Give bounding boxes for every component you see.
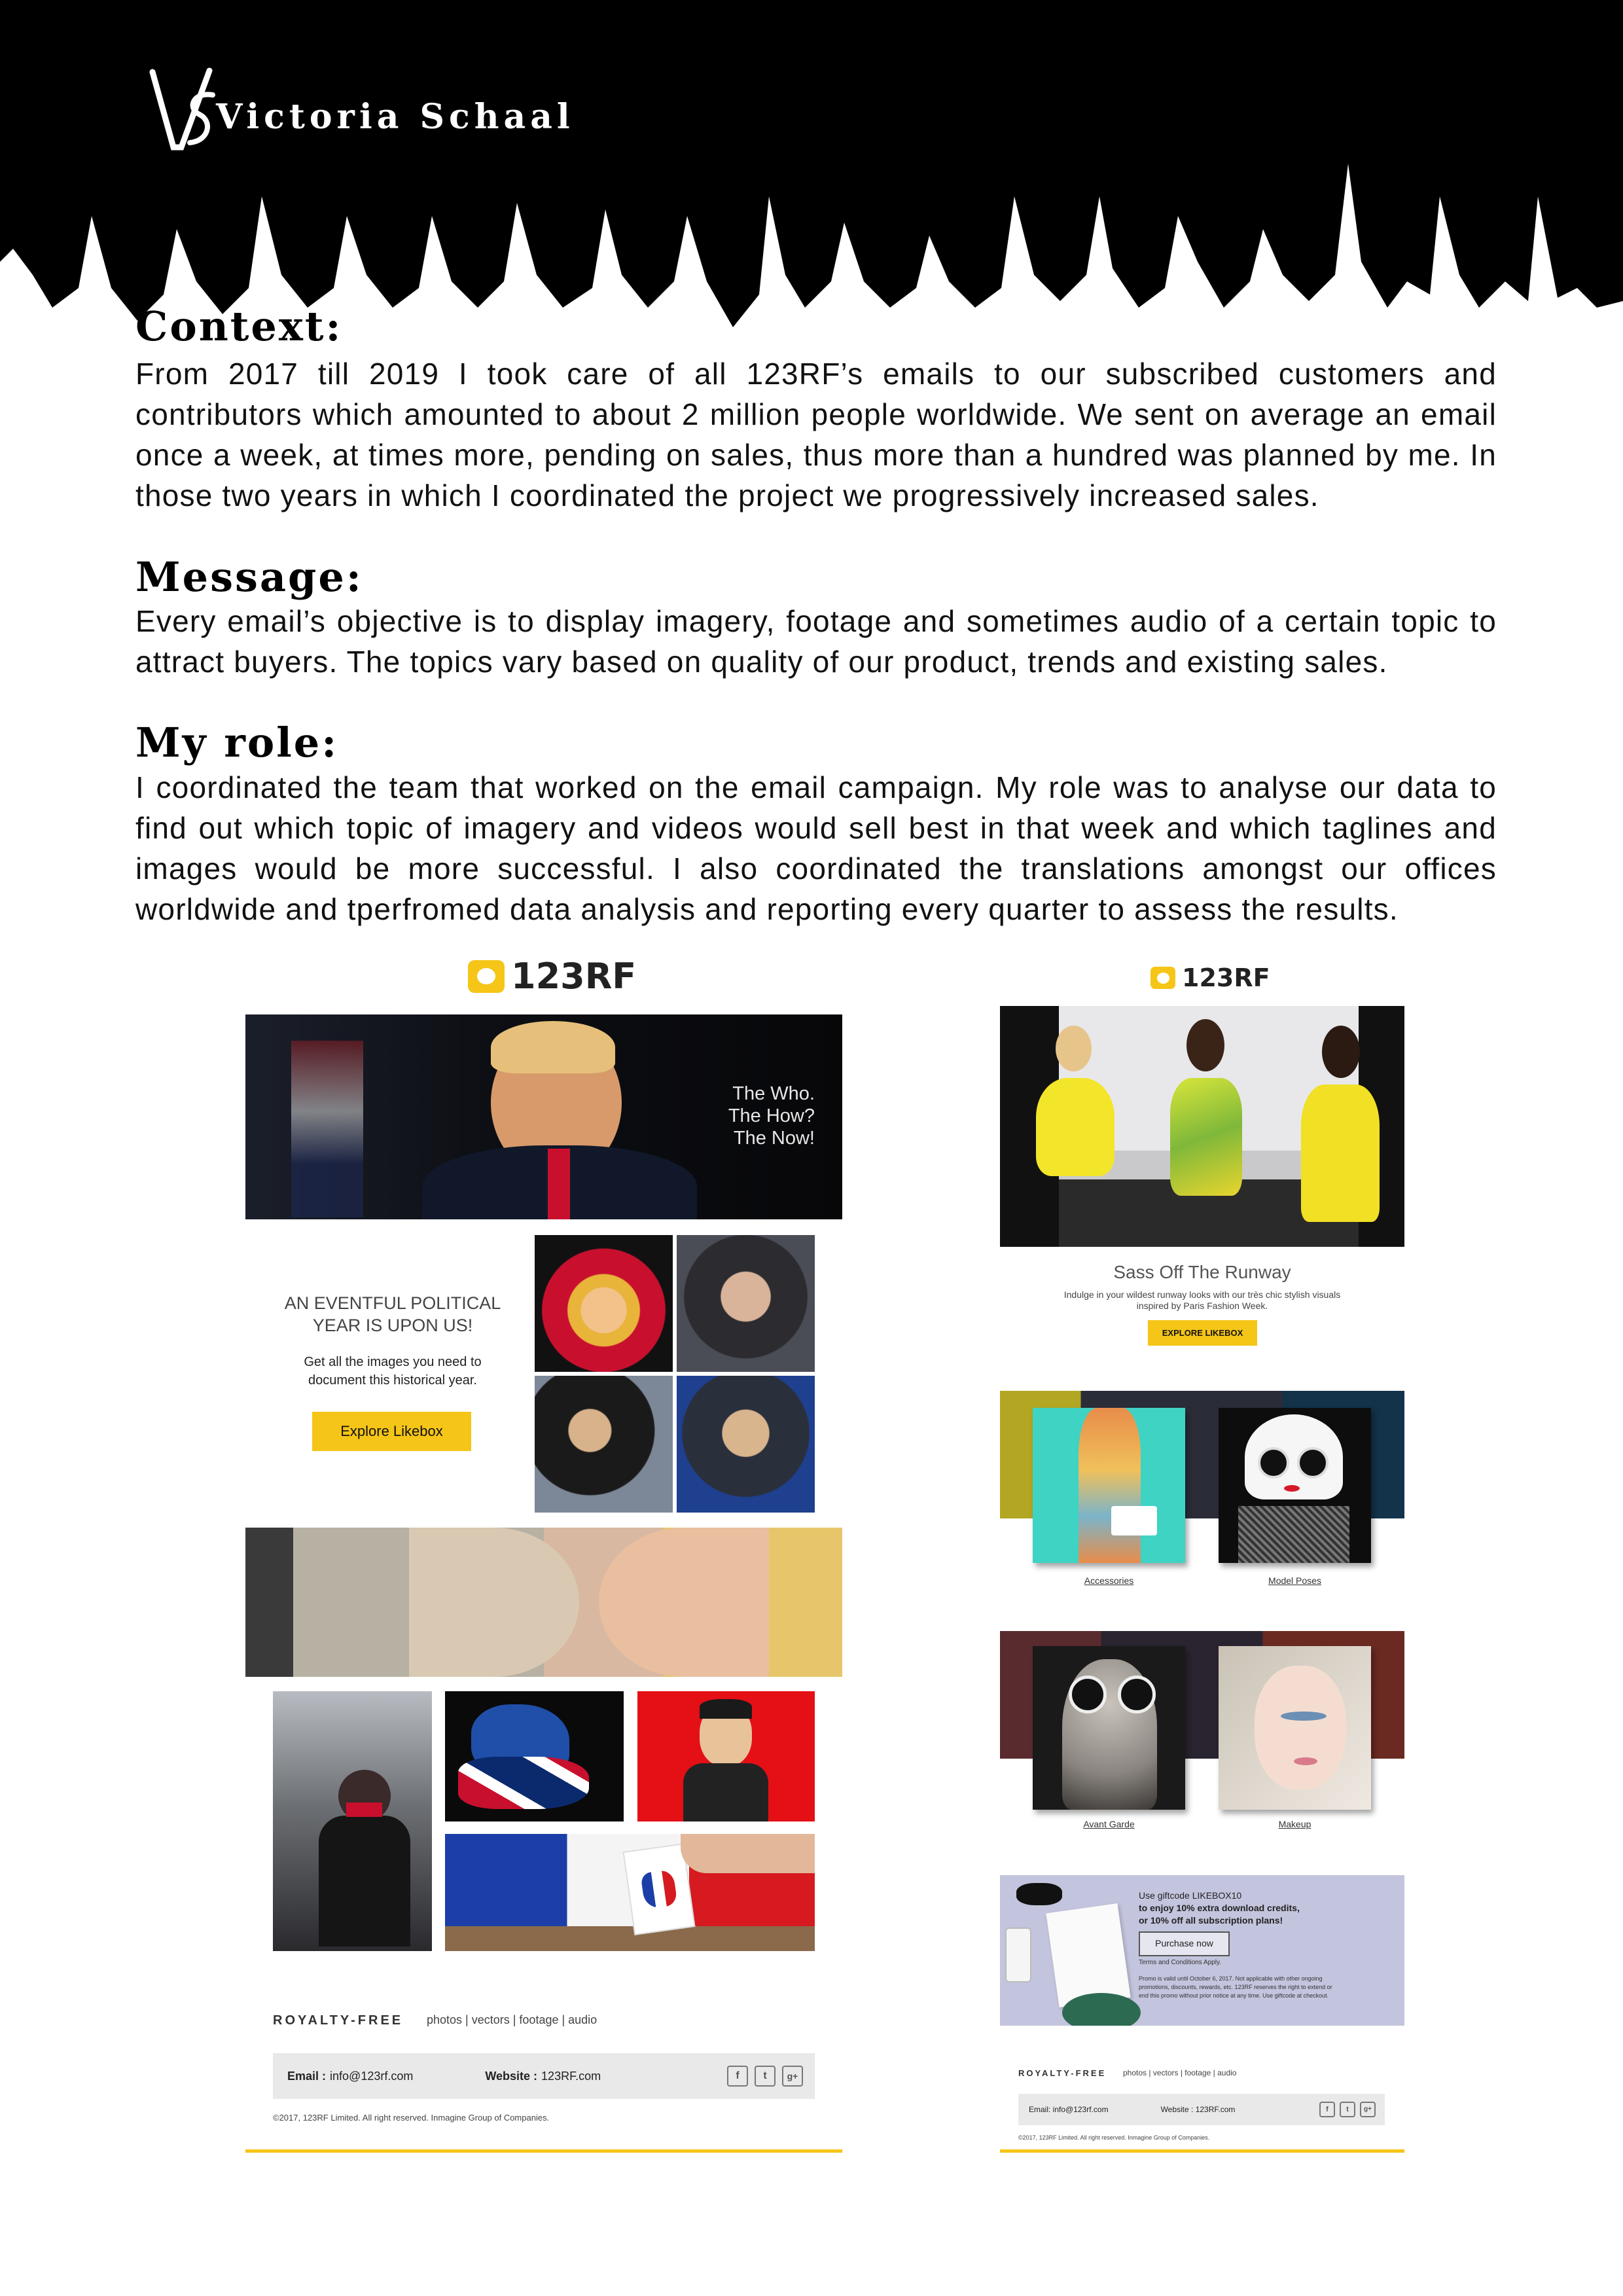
mural-face-left (409, 1528, 579, 1677)
red-lips (1284, 1485, 1300, 1492)
protester-mask (346, 1803, 382, 1817)
model-1-head (1056, 1026, 1092, 1071)
right-media-types: photos | vectors | footage | audio (1123, 2068, 1237, 2077)
phone-prop (1005, 1928, 1031, 1982)
runway-subtitle-line-2: inspired by Paris Fashion Week. (1136, 1300, 1268, 1311)
accessories-image[interactable] (1033, 1408, 1185, 1563)
right-email-brand-logo (1150, 963, 1270, 992)
right-brand-text: 123RF (1182, 963, 1270, 992)
runway-hero-image (1000, 1006, 1404, 1247)
caption-model-poses[interactable]: Model Poses (1268, 1575, 1321, 1586)
leader-photo-3 (535, 1376, 673, 1513)
left-royalty-free-label: ROYALTY-FREE (273, 2013, 404, 2028)
left-footer-contact-bar (273, 2053, 815, 2099)
subtext-line-1: Get all the images you need to (304, 1355, 482, 1369)
hero-line-1: The Who. (732, 1083, 815, 1104)
message-heading: Message: (135, 553, 363, 601)
model-2-head (1186, 1019, 1224, 1071)
right-copyright: ©2017, 123RF Limited. All right reserved. Inmagine Group of Companies. (1018, 2134, 1210, 2141)
context-heading: Context: (135, 302, 343, 350)
clutch-bag (1111, 1506, 1157, 1535)
hero-line-3: The Now! (733, 1128, 815, 1149)
facebook-icon[interactable]: f (1319, 2102, 1335, 2117)
mural-face-right (599, 1528, 769, 1677)
model-1-dress (1036, 1078, 1115, 1176)
leader-photo-2 (677, 1235, 815, 1372)
mural-kiss-image (245, 1528, 842, 1677)
model-face (1255, 1666, 1346, 1790)
left-copyright: ©2017, 123RF Limited. All right reserved. Inmagine Group of Companies. (273, 2113, 550, 2123)
runway-subtitle-line-1: Indulge in your wildest runway looks with our très chic stylish visuals (1063, 1289, 1341, 1300)
fine-print-line-2: promotions, discounts, rewards, etc. 123RF reserves the right to extend or (1139, 1984, 1332, 1990)
caption-accessories[interactable]: Accessories (1084, 1575, 1134, 1586)
headline-line-1: AN EVENTFUL POLITICAL (284, 1293, 501, 1313)
right-royalty-free-label: ROYALTY-FREE (1018, 2068, 1107, 2078)
twitter-icon[interactable]: t (755, 2066, 776, 2087)
promo-banner (1000, 1875, 1404, 2026)
notebook-prop (1046, 1903, 1130, 2007)
promo-terms: Terms and Conditions Apply. (1139, 1959, 1221, 1966)
right-website[interactable]: Website : 123RF.com (1160, 2105, 1236, 2114)
left-hero-image (245, 1014, 842, 1219)
hero-line-2: The How? (728, 1105, 815, 1126)
left-email-label: Email : (287, 2069, 327, 2083)
caption-avant-garde[interactable]: Avant Garde (1083, 1819, 1135, 1829)
google-plus-icon[interactable]: g+ (782, 2066, 803, 2087)
headline-line-2: YEAR IS UPON US! (312, 1316, 473, 1335)
left-website-value[interactable]: 123RF.com (541, 2069, 601, 2083)
goggle-right (1118, 1676, 1156, 1713)
google-plus-icon[interactable]: g+ (1360, 2102, 1376, 2117)
speaker-hair (491, 1021, 615, 1073)
leader-photo-4 (677, 1376, 815, 1513)
avant-garde-image[interactable] (1033, 1646, 1185, 1810)
brexit-fist-image (445, 1691, 624, 1821)
promo-line-3: or 10% off all subscription plans! (1139, 1915, 1283, 1926)
left-email-value[interactable]: info@123rf.com (330, 2069, 414, 2083)
round-sunglasses-right (1297, 1447, 1329, 1479)
camera-icon (468, 960, 505, 993)
left-website-label: Website : (485, 2069, 538, 2083)
caption-makeup[interactable]: Makeup (1278, 1819, 1311, 1829)
model-3-dress (1301, 1085, 1380, 1222)
promo-line-2: to enjoy 10% extra download credits, (1139, 1903, 1300, 1913)
kim-suit (683, 1763, 768, 1821)
runway-subtitle (1000, 1289, 1404, 1312)
explore-likebox-button-right[interactable]: EXPLORE LIKEBOX (1148, 1320, 1257, 1346)
makeup-image[interactable] (1219, 1646, 1371, 1810)
plant-prop (1062, 1993, 1141, 2026)
hero-tagline (728, 1083, 815, 1149)
left-brand-text: 123RF (511, 956, 637, 997)
vs-monogram-logo (147, 65, 223, 154)
role-heading: My role: (135, 719, 339, 766)
knit-sweater (1238, 1506, 1349, 1563)
left-email-brand-logo (468, 956, 636, 997)
uk-fist (458, 1757, 589, 1809)
left-headline (249, 1292, 537, 1336)
context-body: From 2017 till 2019 I took care of all 123RF’s emails to our subscribed customers and contributors which amounted to about 2 million people worldwide. We sent on average an email once a week, at times more, pending on sales, thus more than a hundred was planned by me. In those two years in which I coordinated the project we progressively increased sales. (135, 357, 1497, 512)
author-name: Victoria Schaal (216, 97, 575, 137)
role-body: I coordinated the team that worked on the email campaign. My role was to analyse our data to find out which topic of imagery and videos would sell best in that week and which taglines and images would be more successful. I also coordinated the translations amongst our offices worldwide and tperfromed data analysis and reporting every quarter to assess the results. (135, 770, 1497, 926)
right-footer-contact-bar (1018, 2094, 1385, 2125)
eye-makeup (1281, 1712, 1327, 1721)
subtext-line-2: document this historical year. (308, 1373, 477, 1388)
right-social-icons (1319, 2102, 1376, 2117)
message-body: Every email’s objective is to display imagery, footage and sometimes audio of a certain topic to attract buyers. The topics vary based on quality of our product, trends and existing sales. (135, 604, 1497, 679)
kim-illustration-image (637, 1691, 815, 1821)
twitter-icon[interactable]: t (1340, 2102, 1355, 2117)
round-sunglasses-left (1258, 1447, 1289, 1479)
pink-lips (1294, 1757, 1317, 1765)
model-2-dress (1170, 1078, 1242, 1196)
leader-photo-1 (535, 1235, 673, 1372)
sunglasses-prop (1016, 1883, 1062, 1905)
speaker-tie (548, 1149, 570, 1219)
ballot-box (445, 1926, 815, 1951)
goggle-left (1069, 1676, 1107, 1713)
kim-hair (700, 1699, 752, 1719)
model-3-head (1322, 1026, 1360, 1078)
runway-title: Sass Off The Runway (1113, 1262, 1291, 1282)
explore-likebox-button[interactable]: Explore Likebox (312, 1412, 471, 1451)
fine-print-line-3: end this promo without prior notice at any time. Use giftcode at checkout. (1139, 1992, 1329, 1999)
france-map-shape (640, 1869, 677, 1909)
promo-text (1139, 1890, 1300, 1927)
promo-fine-print (1139, 1975, 1332, 2000)
patterned-dress (1079, 1408, 1141, 1563)
left-footer-rule (245, 2149, 842, 2153)
left-media-types: photos | vectors | footage | audio (427, 2013, 597, 2026)
right-footer-rule (1000, 2149, 1404, 2153)
fine-print-line-1: Promo is valid until October 6, 2017. Not applicable with other ongoing (1139, 1975, 1323, 1982)
flag-shape (291, 1041, 363, 1217)
protester-body (319, 1816, 410, 1946)
facebook-icon[interactable]: f (727, 2066, 748, 2087)
promo-line-1: Use giftcode LIKEBOX10 (1139, 1890, 1242, 1901)
left-social-icons (727, 2066, 803, 2087)
purchase-now-button[interactable]: Purchase now (1139, 1931, 1230, 1956)
camera-icon (1150, 967, 1175, 989)
voter-hand (681, 1834, 815, 1873)
leaders-photo-grid (535, 1235, 815, 1513)
right-email[interactable]: Email: info@123rf.com (1029, 2105, 1109, 2114)
french-vote-image (445, 1834, 815, 1951)
protest-image (273, 1691, 432, 1951)
left-subtext (249, 1353, 537, 1390)
model-poses-image[interactable] (1219, 1408, 1371, 1563)
